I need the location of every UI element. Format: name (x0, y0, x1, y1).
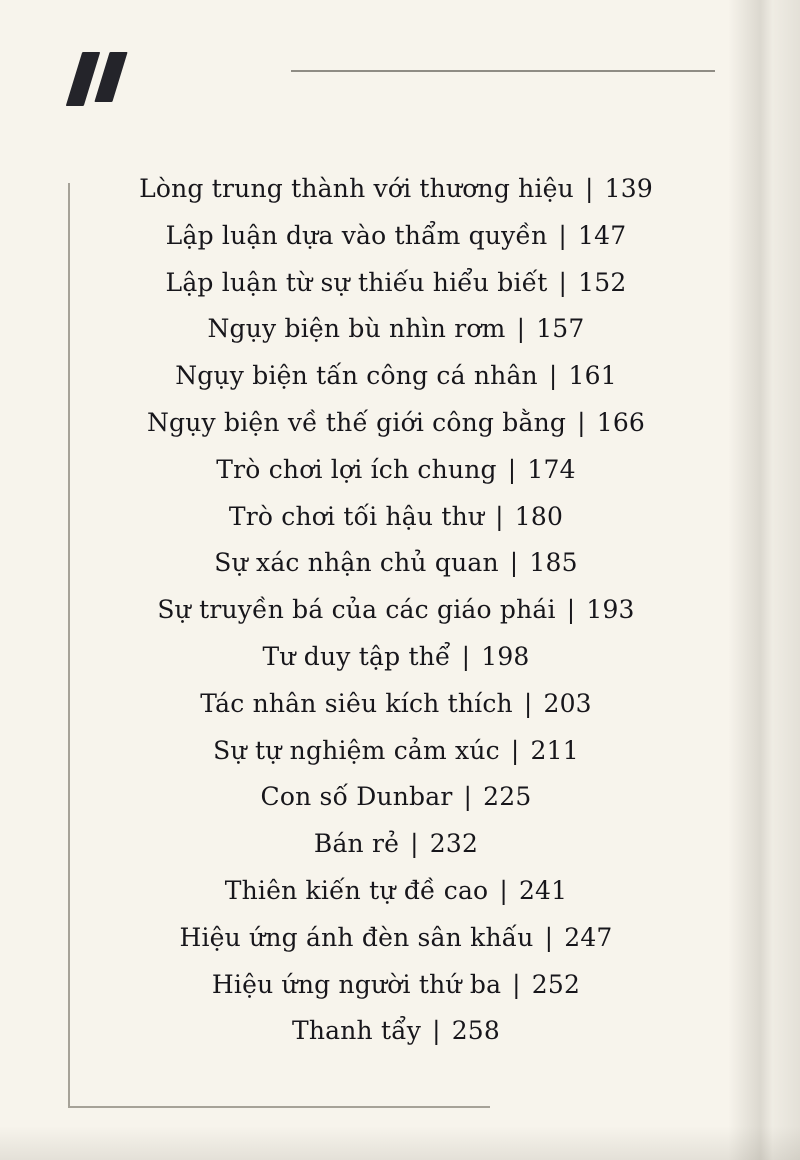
toc-entry-title: Ngụy biện về thế giới công bằng (146, 407, 567, 437)
toc-entry-page: 180 (514, 501, 564, 531)
toc-entry-title: Bán rẻ (313, 829, 400, 859)
toc-entry-page: 174 (527, 454, 576, 484)
toc-entry-page: 258 (451, 1016, 501, 1046)
quote-bar-icon (94, 52, 127, 102)
toc-entry (72, 728, 720, 775)
toc-separator: | (507, 454, 517, 484)
toc-separator: | (461, 641, 471, 671)
toc-entry-title: Thiên kiến tự đề cao (224, 875, 489, 905)
top-divider-line (291, 70, 715, 72)
toc-separator: | (566, 595, 576, 625)
toc-separator: | (577, 407, 586, 437)
toc-entry-page: 147 (578, 220, 627, 250)
toc-entry-title: Lập luận từ sự thiếu hiểu biết (165, 267, 548, 297)
toc-entry-title: Trò chơi tối hậu thư (228, 501, 485, 531)
quote-icon (74, 52, 130, 110)
toc-separator: | (495, 501, 504, 531)
toc-separator: | (463, 782, 473, 812)
toc-entry-page: 211 (530, 735, 579, 765)
toc-entry-page: 241 (518, 875, 568, 905)
toc-separator: | (410, 829, 419, 859)
toc-entry (72, 915, 720, 962)
toc-entry (72, 587, 720, 634)
toc-separator: | (558, 267, 568, 297)
toc-entry-page: 166 (596, 407, 646, 437)
toc-entry-page: 139 (604, 174, 653, 203)
toc-entry (72, 962, 720, 1009)
toc-entry (72, 166, 720, 213)
toc-entry-page: 161 (568, 361, 617, 391)
toc-entry (72, 634, 720, 681)
toc-entry (72, 868, 720, 915)
page-edge-shadow-right (728, 0, 800, 1160)
toc-entry-title: Ngụy biện bù nhìn rơm (207, 314, 506, 344)
toc-entry-title: Tư duy tập thể (262, 641, 451, 671)
toc-separator: | (510, 735, 520, 765)
toc-separator: | (509, 548, 519, 578)
toc-entry-page: 193 (586, 595, 635, 625)
toc-separator: | (584, 174, 594, 203)
toc-entry (72, 494, 720, 541)
page-edge-shadow-bottom (0, 1126, 800, 1160)
toc-entry-title: Lập luận dựa vào thẩm quyền (165, 220, 548, 250)
toc-entry (72, 213, 720, 260)
toc-separator: | (516, 314, 526, 344)
frame-left-line (68, 183, 70, 1108)
toc-entry-page: 185 (529, 548, 578, 578)
table-of-contents (72, 166, 720, 1055)
toc-entry (72, 306, 720, 353)
toc-entry (72, 1008, 720, 1055)
toc-entry-title: Hiệu ứng người thứ ba (211, 969, 502, 999)
toc-entry-page: 152 (578, 267, 627, 297)
toc-entry-title: Sự xác nhận chủ quan (214, 548, 499, 578)
toc-entry-page: 232 (429, 829, 479, 859)
toc-entry-page: 252 (531, 969, 581, 999)
toc-entry-title: Trò chơi lợi ích chung (216, 454, 497, 484)
toc-entry-title: Lòng trung thành với thương hiệu (139, 174, 574, 203)
toc-separator: | (558, 220, 567, 250)
toc-entry-title: Con số Dunbar (260, 782, 453, 812)
toc-entry (72, 260, 720, 307)
toc-separator: | (432, 1016, 441, 1046)
toc-entry-title: Sự truyền bá của các giáo phái (157, 595, 556, 625)
toc-separator: | (548, 361, 558, 391)
toc-entry (72, 774, 720, 821)
toc-entry-title: Ngụy biện tấn công cá nhân (175, 361, 538, 391)
toc-entry-title: Sự tự nghiệm cảm xúc (213, 735, 500, 765)
toc-entry-page: 157 (536, 314, 585, 344)
toc-entry (72, 681, 720, 728)
toc-entry-title: Hiệu ứng ánh đèn sân khấu (179, 922, 534, 952)
toc-entry (72, 540, 720, 587)
toc-entry-page: 198 (481, 641, 530, 671)
toc-entry (72, 400, 720, 447)
toc-separator: | (499, 875, 508, 905)
toc-separator: | (523, 688, 533, 718)
toc-entry (72, 447, 720, 494)
toc-entry (72, 821, 720, 868)
toc-entry-page: 247 (564, 922, 613, 952)
toc-separator: | (544, 922, 554, 952)
toc-entry (72, 353, 720, 400)
toc-entry-page: 225 (483, 782, 532, 812)
toc-entry-page: 203 (543, 688, 592, 718)
toc-separator: | (512, 969, 521, 999)
toc-entry-title: Tác nhân siêu kích thích (200, 688, 513, 718)
frame-bottom-line (68, 1106, 490, 1108)
toc-entry-title: Thanh tẩy (291, 1016, 422, 1046)
